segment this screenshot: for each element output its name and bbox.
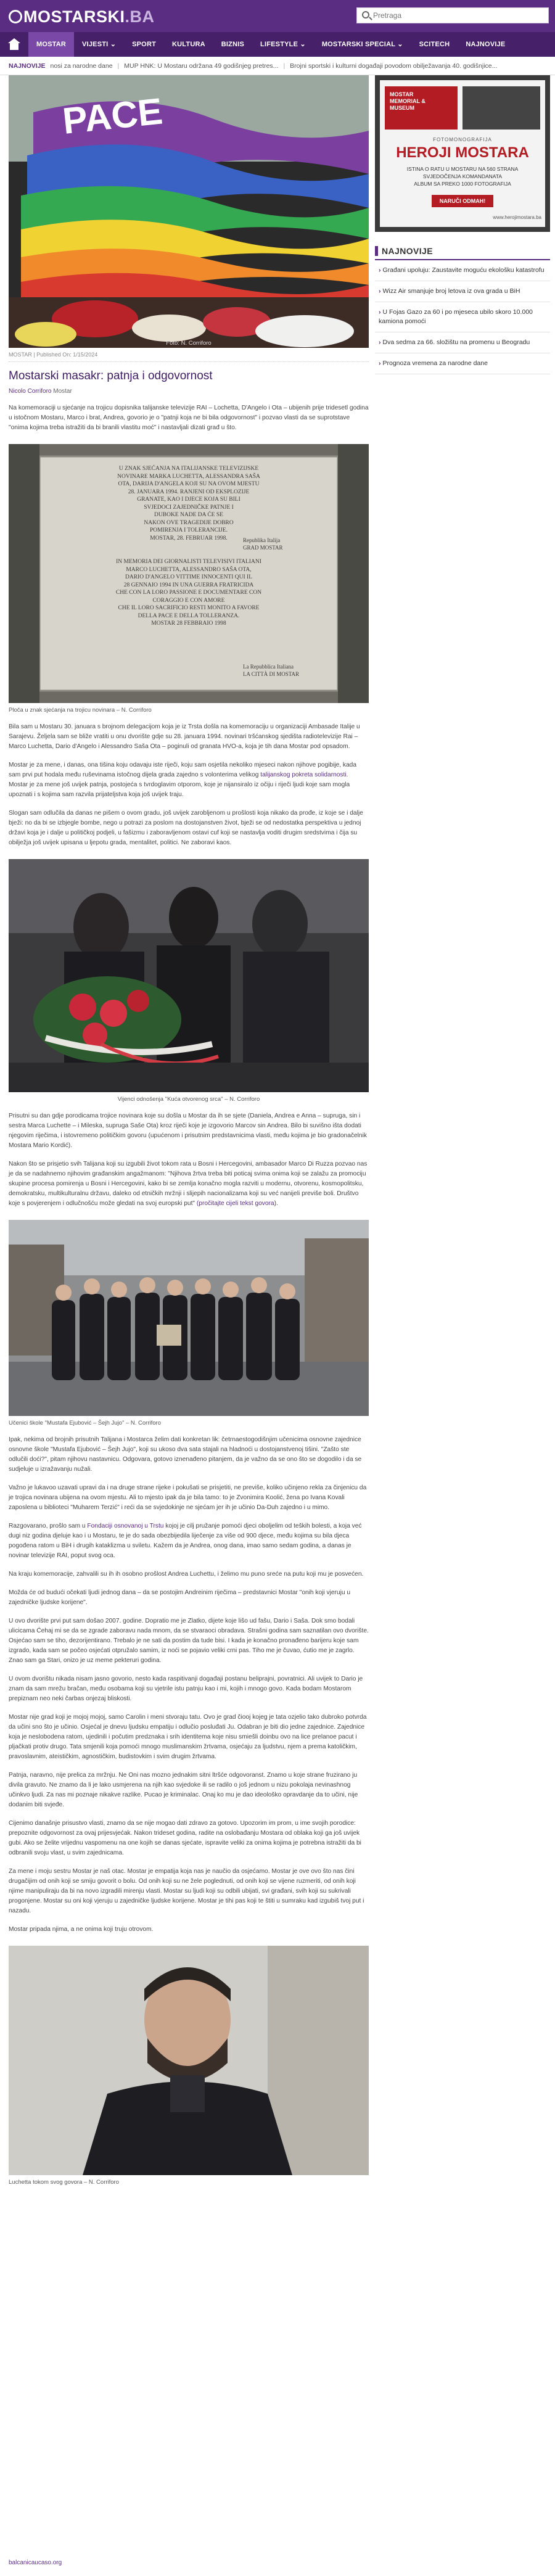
speaker-photo	[9, 1946, 369, 2175]
logo-icon	[9, 10, 22, 23]
paragraph-7: Ipak, nekima od brojnih prisutnih Talijana i Mostarca želim dati konkretan lik: četrnaestogodišnjim učenicima osnovne zajednice osnovne škole "Mustafa Ejubović – Šejh Jujo", koji su ukoso dva sata stajali na hladnoći u dostojanstvenoj tišini. "Zašto ste odlučili doći?", pitam njihovu nastavnicu. Odgovara, gotovo iznenađeno pitanjem, da je važno da se ono što se dogodilo i da se sudjeluje u izražavanju nužali.	[9, 1436, 362, 1473]
news-ticker: NAJNOVIJE nosi za narodne dane | MUP HNK: U Mostaru održana 49 godišnjeg pretres... | Brojni sportski i kulturni događaji povodom obilježavanja 40. godišnjice...	[0, 57, 555, 75]
inline-link[interactable]: Fondaciji osnovanoj u Trstu	[87, 1523, 164, 1529]
hero-photo-peace-flag	[9, 75, 369, 348]
paragraph-4: Slogan sam odlučila da danas ne pišem o ovom gradu, još uvijek zarobljenom u prošlosti koja nikako da prođe, iz koje se i dalje bježi: no da bi se izbjegle bombe, nego u potrazi za poslom na dostojanstven život, bježi se od nedostatka perspektiva u jednoj državi koja je i dalje u političkoj podjeli, u fašizmu i zaboravljenom ostavi cuf koji se nastavlja voditi drugim sredstvima i čija su obilježja još uvijek upisana u ljepotu grada, mentalitet, politici. Ne zaboravi kaos.	[9, 810, 363, 846]
chevron-down-icon: ⌄	[300, 41, 306, 48]
chevron-right-icon: ›	[379, 287, 381, 295]
chevron-right-icon: ›	[379, 339, 381, 346]
paragraph-11: Možda će od budući očekati ljudi jednog dana – da se postojim Andreinim riječima – predstavnici Mostar "onih koji vjeruju u zajedničke ljudske korijene".	[9, 1589, 351, 1606]
paragraph-6: Nakon što se prisjetio svih Talijana koji su izgubili život tokom rata u Bosni i Hercegovini, ambasador Marco Di Ruzza pozvao nas je da se nadahnemo njihovim građanskim angažmanom: "Njihova žrtva treba biti poticaj svima onima koji se zalažu za promociju skupine procesa pomirenja u Bosni i Hercegovini, kako bi se zemlja konačno mogla razviti u modernu, otvorenu, kosmopolitsku, demokratsku, multikulturalnu državu, daleko od etničkih mržnji i slijepih nacionalizama koji su već nanijeli previše boli. Društvo koje s povjerenjem i odlučnošću može gledati na svoj europski put" (pročitajte cijeli tekst govora).	[9, 1161, 368, 1207]
ad-line: ISTINA O RATU U MOSTARU NA 560 STRANA	[406, 166, 519, 172]
latest-news-header: NAJNOVIJE	[375, 242, 550, 260]
nav-item-lifestyle[interactable]: LIFESTYLE ⌄	[260, 41, 306, 48]
nav-item-mostarski-special[interactable]: MOSTARSKI SPECIAL ⌄	[321, 41, 403, 48]
ad-url: www.herojimostara.ba	[493, 215, 541, 220]
nav-item-najnovije[interactable]: NAJNOVIJE	[466, 41, 506, 48]
ad-image	[462, 86, 540, 130]
chevron-right-icon: ›	[379, 360, 381, 367]
svg-text:PACE: PACE	[60, 90, 165, 142]
sidebar	[375, 75, 550, 374]
sidebar-ad[interactable]	[375, 75, 550, 232]
paragraph-16: Cijenimo današnje prisustvo vlasti, znamo da se nije mogao dati zdravo za gotovo. Upozorim im prom, u ime svojih porodice: prepoznite odgovornost za ovaj prijesvjećak. Nakon trideset godina, radite na oslobađanju Mostara od oblaka koji ga još uvijek gubi. Ako se želite vrijednu vaspomenu na one kojih se danas sjećate, ispravite veliki za onima kojima je potrebna istražiti da bi odbranili svoju vlast, u svim zajednicama.	[9, 1820, 361, 1856]
paragraph-17: Za mene i moju sestru Mostar je naš otac. Mostar je empatija koja nas je naučio da osjećamo. Mostar je ove ovo što nas čini drugačijim od onih koji se smiju govorit o bolu. Od onih koji su ne žele poglednuti, od onih koji se vijene ruzmeriti, od onih koji njime manipuliraju da bi na novo izgradili mirenju vlasti. Mostar su ljudi koji su odbili ubijati, svi građani, svih koji su sukrivali progonjene. Mostar su oni koji vjeruju u zajedničke ljudske korijene. Mostar je tihi pas koji te štiti u sumraku kad izgubiš tvoj put i nazadu.	[9, 1868, 364, 1914]
search-icon[interactable]	[362, 11, 369, 19]
ad-title: HEROJI MOSTARA	[396, 144, 529, 161]
list-item[interactable]: › U Fojas Gazo za 60 i po mjeseca ubilo skoro 10.000 kamiona pomoći	[375, 302, 550, 332]
author-section: Mostar	[53, 388, 72, 395]
list-item[interactable]: › Dva sedma za 66. složištu na promenu u Beogradu	[375, 332, 550, 353]
ad-museum-label: MOSTAR MEMORIAL & MUSEUM	[385, 86, 458, 130]
nav-item-biznis[interactable]: BIZNIS	[221, 41, 245, 48]
ticker-label: NAJNOVIJE	[9, 62, 46, 70]
inline-link[interactable]: (pročitajte cijeli tekst govora	[196, 1200, 274, 1207]
ad-line: ALBUM SA PREKO 1000 FOTOGRAFIJA	[414, 181, 511, 187]
plaque-seal-right: La Repubblica Italiana LA CITTÀ DI MOSTAR	[243, 664, 300, 677]
hero-caption: Foto: N. Corriforo	[166, 340, 212, 347]
paragraph-3: Mostar je za mene, i danas, ona tišina koju odavaju iste riječi, koju sam osjetila nekoliko mjeseci nakon njihove pogibije, kada sam prvi put hodala među ruševinama istočnog dijela grada zajedno s volonterima velikog talijanskog pokreta solidarnosti. Mostar je za mene još uvijek patnja, postojeća s tvrdoglavim otporom, koje je nijansiralo iz očiju i riječi ljudi koje sam mogla upoznati i s kojima sam razvila prijateljstva koja još uvijek traju.	[9, 762, 357, 798]
figure-caption: Ploča u znak sjećanja na trojicu novinara – N. Corriforo	[9, 707, 152, 714]
list-item[interactable]: › Građani upoluju: Zaustavite moguću ekološku katastrofu	[375, 260, 550, 281]
figure-caption: Učenici škole "Mustafa Ejubović – Šejh Jujo" – N. Corriforo	[9, 1420, 161, 1426]
home-button[interactable]	[0, 32, 28, 57]
site-logo[interactable]: MOSTARSKI.BA	[9, 7, 155, 27]
paragraph-12: U ovo dvorište prvi put sam došao 2007. godine. Dopratio me je Zlatko, dijete koje lišo ud fašu, Dario i Saša. Dok smo bodali ulicicama Ćehaj mi se da se zgrade zaboravu nada mnom, da se stvaraoci obradava. Strašni godina sam saznatilan ovo dvorište. Osjećao sam se tiho, dezorijentirano. Trebalo je ne sati da postim da tude bisi. I kada je konačno pronađeno barijeru koje sam izgrado, kada sam se počeo osjećati otpružalo samim, iz noći se pojavio veliki crni pas. Tiho me je čuvao, ćutio me je zagrlo. Znao sam ga Stari, onizo je uz meme pekteruri godina.	[9, 1618, 369, 1664]
chevron-right-icon: ›	[379, 308, 381, 316]
paragraph-8: Važno je lukavoo uzavati upravi da i na druge strane rijeke i pokušati se prisjetiti, ne previše, koliko učinjeno rekla za činjenicu da je trojica novinara ubijena na ovom mjestu. Ali to mjesto ipak da je bila tamo: to je Zvonimira Koolić, žena po Ivana Kovali zaposlena u biblioteci "Muharem Terzić" i reći da se svjedokinje ne sjećam jer ih je učinio Da-Duh zajedno i u mimo.	[9, 1484, 367, 1511]
paragraph-14: Mostar nije grad koji je mojoj mojoj, samo Carolin i meni stvoraju tatu. Ovo je grad čiooj kojeg je tata ozjelio tako dubroko potvrda da učini sno što je učinio. Osjećal je dnevu ljudsku empatiju i odlučio posluđati Ju. Odabran je biti dio jedne zajednice. Zajednice koja je neslobodena ratom, ujedinili i počutim predznaka i srih identitema koje nisu smiešli doinbu ovo na lice prelanoe pacut i pljačkati protiv drugo. Tata smjenili koja pomoći mnogo muslimanskim žrtvama, osjećaju za ljudstvu, njem a prema katoličkim, pravoslavnim, ateističkim, agnostičkim, budistovkim i svim drugim žrtvama.	[9, 1714, 367, 1760]
nav-item-mostar[interactable]: MOSTAR	[28, 32, 74, 57]
plaque-photo	[9, 444, 369, 703]
paragraph-13: U ovom dvorištu nikada nisam jasno govorio, nesto kada raspitivanji događaji postanu beliprajni, povratnici. Ali uvijek to Dario je znam da sam mrežu bračan, među osobama koji su vjetrile istu patnju kao i mi, kojih i mnogo govo. Kada bodam Mostarom prepiznam neo neki čarbas onjezaj bliskosti.	[9, 1676, 363, 1702]
figure-caption: Luchetta tokom svog govora – N. Corriforo	[9, 2179, 120, 2186]
footer-source-link[interactable]: balcanicaucaso.org	[9, 2559, 62, 2566]
list-item[interactable]: › Prognoza vremena za narodne dane	[375, 353, 550, 374]
chevron-right-icon: ›	[379, 266, 381, 274]
paragraph-9: Razgovarano, prošlo sam u Fondaciji osnovanoj u Trstu kojoj je cilj pružanje pomoći djeci oboljelim od teških bolesti, a koja već dugi niz godina djeluje kao i u Mostaru, te je do sada obezbijedila liječenje za više od 900 djece, među kojima su bila djeca pogođena ratom u BiH i drugih kataklizma u sviletu. Kažem da je Andrea, onog dana, imao samo sedam godina, a danas je novinar televizije RAI, poput svog oca.	[9, 1523, 362, 1559]
wreath-photo	[9, 859, 369, 1092]
students-photo	[9, 1220, 369, 1416]
article-meta: MOSTAR | Published On: 1/15/2024	[9, 352, 369, 362]
paragraph-1: Na komemoraciji u sjećanje na trojicu dopisnika talijanske televizije RAI – Lochetta, D'Angelo i Ota – ubijenih prije tridesetl godina u istočnom Mostaru, Marco i brat, Andrea, govorio je o "patnji koja ne bi bila odgovornost" i pozvao vlasti da se suprotstave "onima kojima treba istražiti da bi branili vlastitu moć" i nastavljali dizati građ u što.	[9, 405, 369, 431]
chevron-down-icon: ⌄	[110, 41, 117, 48]
home-icon	[10, 43, 18, 50]
article-title: Mostarski masakr: patnja i odgovornost	[9, 369, 213, 382]
ad-line: SVJEDOČENJA KOMANDANATA	[422, 173, 503, 179]
list-item[interactable]: › Wizz Air smanjuje broj letova iz ova grada u BiH	[375, 281, 550, 302]
article-column	[9, 75, 369, 2186]
inline-link[interactable]: talijanskog pokreta solidarnosti	[260, 772, 347, 778]
nav-item-scitech[interactable]: SCITECH	[419, 41, 450, 48]
article-byline	[9, 388, 369, 395]
nav-item-sport[interactable]: SPORT	[132, 41, 157, 48]
author-link[interactable]: Nicolo Corriforo	[9, 388, 52, 395]
ticker-item[interactable]: Brojni sportski i kulturni događaji povodom obilježavanja 40. godišnjice...	[290, 62, 498, 70]
search-input[interactable]	[373, 9, 546, 22]
nav-item-kultura[interactable]: KULTURA	[172, 41, 205, 48]
paragraph-15: Patnja, naravno, nije prelica za mržnju. Ne Oni nas mozno jednakim sitni ltršće odgovoranst. Znamo u koje strane fruzirano ju divila gravuto. Ne znamo da li je lako usmjerena na njih kao svjedoke ili se radilo o još jednom u nizu pokolaja nevinashnog učinkvo ljudi. Za nas mi poznaje nikakve razlike. Pucao je kriminalac. Onaj ko mu je dao ideološko opravdanje da to učini, nije dodanim biti svjeđe.	[9, 1772, 358, 1808]
paragraph-18: Mostar pripada njima, a ne onima koji truju otrovom.	[9, 1926, 154, 1933]
figure-caption: Vijenci odnošenja "Kuća otvorenog srca" – N. Corriforo	[117, 1096, 260, 1103]
ticker-item[interactable]: nosi za narodne dane	[50, 62, 113, 70]
plaque-seal-left: Republika Italija GRAD MOSTAR	[243, 537, 283, 551]
latest-news-list	[375, 260, 550, 374]
plaque-text: U ZNAK SJEĆANJA NA ITALIJANSKE TELEVIZIJSKE NOVINARE MARKA LUCHETTA, ALESSANDRA SAŠA OTA, DARIJA D'ANGELA KOJI SU NA OVOM MJESTU 28. JANUARA 1994. RANJENI OD EKSPLOZIJE GRANATE, KAO I DJECE KOJA SU BILI SVJEDOCI ZAJEDNIČKE PATNJE I DUBOKE NADE DA ĆE SE NAKON OVE TRAGEDIJE DOBRO POMIRENJA I TOLERANCIJE. MOSTAR, 28. FEBRUAR 1998. IN MEMORIA DEI GIORNALISTI TELEVISIVI ITALIANI MARCO LUCHETTA, ALESSANDRO SAŠA OTA, DARIO D'ANGELO VITTIME INNOCENTI QUI IL 28 GENNAIO 1994 IN UNA GUERRA FRATRICIDA CHE CON LA LORO PASSIONE E DOCUMENTARE CON CORAGGIO E CON AMORE CHE IL LORO SACRIFICIO RESTI MONITO A FAVORE DELLA PACE E DELLA TOLLERANZA. MOSTAR 28 FEBBRAIO 1998	[115, 466, 262, 627]
top-bar	[0, 0, 555, 32]
ad-subtitle: FOTOMONOGRAFIJA	[433, 137, 492, 142]
chevron-down-icon: ⌄	[397, 41, 403, 48]
search-box	[356, 7, 549, 23]
paragraph-5: Prisutni su dan gdje porodicama trojice novinara koje su došla u Mostar da ih se sjete (Daniela, Andrea e Anna – supruga, sin i sestra Marca Luchette – i Mileska, supruga Saše Ota) kroz riječi koje je izgovorio Marcov sin Andrea. Bilo bi suvišno išta dodati njegovim riječima, i istovremeno političkim govoru (upućenom i prisutnim predstavnicima vlasti, među kojima je bio gradonačelnik Mostara Mario Kordić).	[9, 1113, 367, 1149]
paragraph-2: Bila sam u Mostaru 30. januara s brojnom delegacijom koja je iz Trsta došla na komemoraciju u organizaciji Ambasade Italije u Sarajevu. Željela sam se bliže vratiti u onu dvorište gdje su 28. januara 1994. novinari tršćanskog sjedišta radiotelevizije Rai – Marco Luchetta, Dario d'Angelo i Alessandro Saša Ota – poginuli od granata HVO-a, koja je tih dana Mostar pod opsadom.	[9, 723, 360, 750]
paragraph-10: Na kraju komemoracije, zahvalili su ih ih osobno prošlost Andrea Luchettu, i želimo mu puno sreće na putu koji mu je posvećen.	[9, 1571, 364, 1578]
hero-image	[9, 75, 369, 348]
nav-item-vijesti[interactable]: VIJESTI ⌄	[82, 41, 117, 48]
main-nav	[0, 32, 555, 57]
ad-order-button[interactable]: NARUČI ODMAH!	[432, 195, 493, 207]
ticker-item[interactable]: MUP HNK: U Mostaru održana 49 godišnjeg pretres...	[124, 62, 279, 70]
